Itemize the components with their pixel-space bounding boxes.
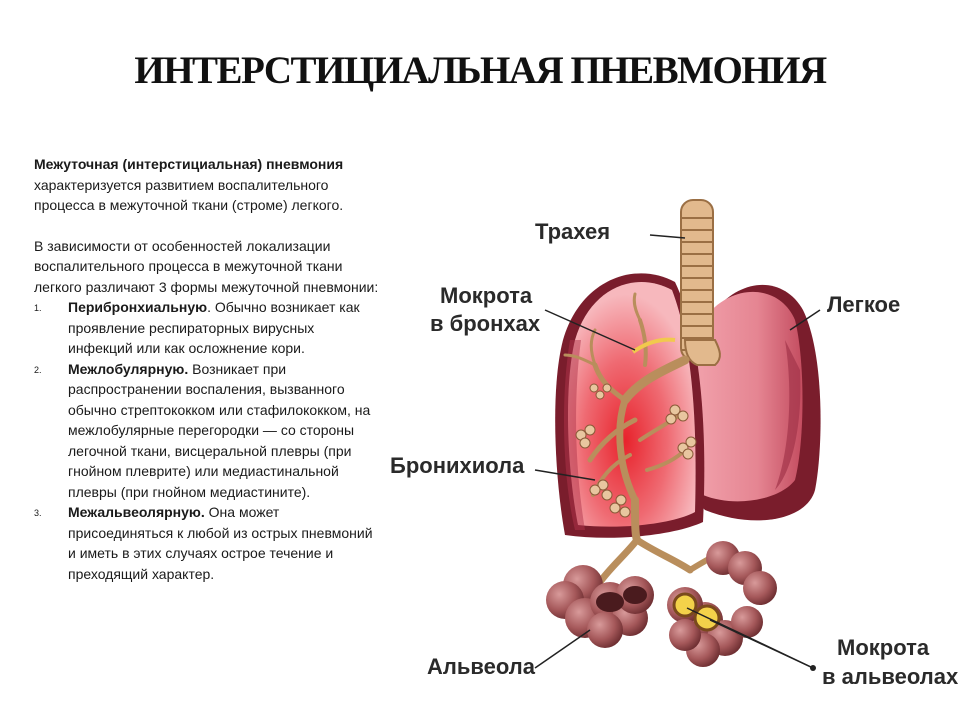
- form-description: . Обычно возникает как проявление респираторных вирусных инфекций или как осложнение кори.: [68, 299, 360, 356]
- trachea-shape: [681, 200, 720, 365]
- intro-paragraph: [34, 154, 379, 216]
- label-sputum-alveoli-line1: Мокрота: [837, 635, 930, 660]
- description-text: [34, 154, 379, 584]
- page-title: ИНТЕРСТИЦИАЛЬНАЯ ПНЕВМОНИЯ: [134, 49, 826, 92]
- label-trachea: Трахея: [535, 219, 611, 244]
- form-description: Она может присоединяться к любой из острых пневмоний и иметь в этих случаях острое течение и преходящий характер.: [68, 504, 373, 582]
- label-lung: Легкое: [827, 292, 901, 317]
- label-sputum-bronchi-line1: Мокрота: [440, 283, 533, 308]
- label-sputum-bronchi-line2: в бронхах: [430, 311, 541, 336]
- list-number: 2.: [34, 364, 42, 375]
- alveoli-left-cluster: [546, 565, 654, 648]
- alveoli-right-cluster: [667, 541, 777, 667]
- forms-paragraph: В зависимости от особенностей локализации воспалительного процесса в межуточной ткани легкого различают 3 формы межуточной пневмонии:: [34, 237, 379, 295]
- list-number: 1.: [34, 303, 42, 313]
- label-alveolus: Альвеола: [427, 654, 535, 679]
- list-item: [34, 502, 379, 584]
- intro-definition: характеризуется развитием воспалительного процесса в межуточной ткани (строме) легкого.: [34, 176, 344, 213]
- label-bronchiole: Бронихиола: [390, 453, 525, 478]
- form-description: Возникает при распространении воспаления, вызванного обычно стрептококком или стафилококком, на межлобулярные перегородки — со стороны легочной ткани, висцеральной плевры (при гнойном плеврите) или медиастинальной плевры (при гнойном медиастините).: [68, 360, 371, 500]
- label-sputum-alveoli-line2: в альвеолах: [822, 664, 959, 689]
- lung-diagram: [385, 190, 960, 720]
- form-name: Перибронхиальную: [68, 299, 208, 315]
- intro-term: Межуточная (интерстициальная) пневмония: [34, 156, 344, 172]
- form-name: Межлобулярную.: [68, 360, 189, 377]
- forms-list: [34, 297, 379, 584]
- list-item: [34, 359, 379, 503]
- list-item: [34, 297, 379, 359]
- form-name: Межальвеолярную.: [68, 504, 205, 520]
- list-number: 3.: [34, 508, 42, 518]
